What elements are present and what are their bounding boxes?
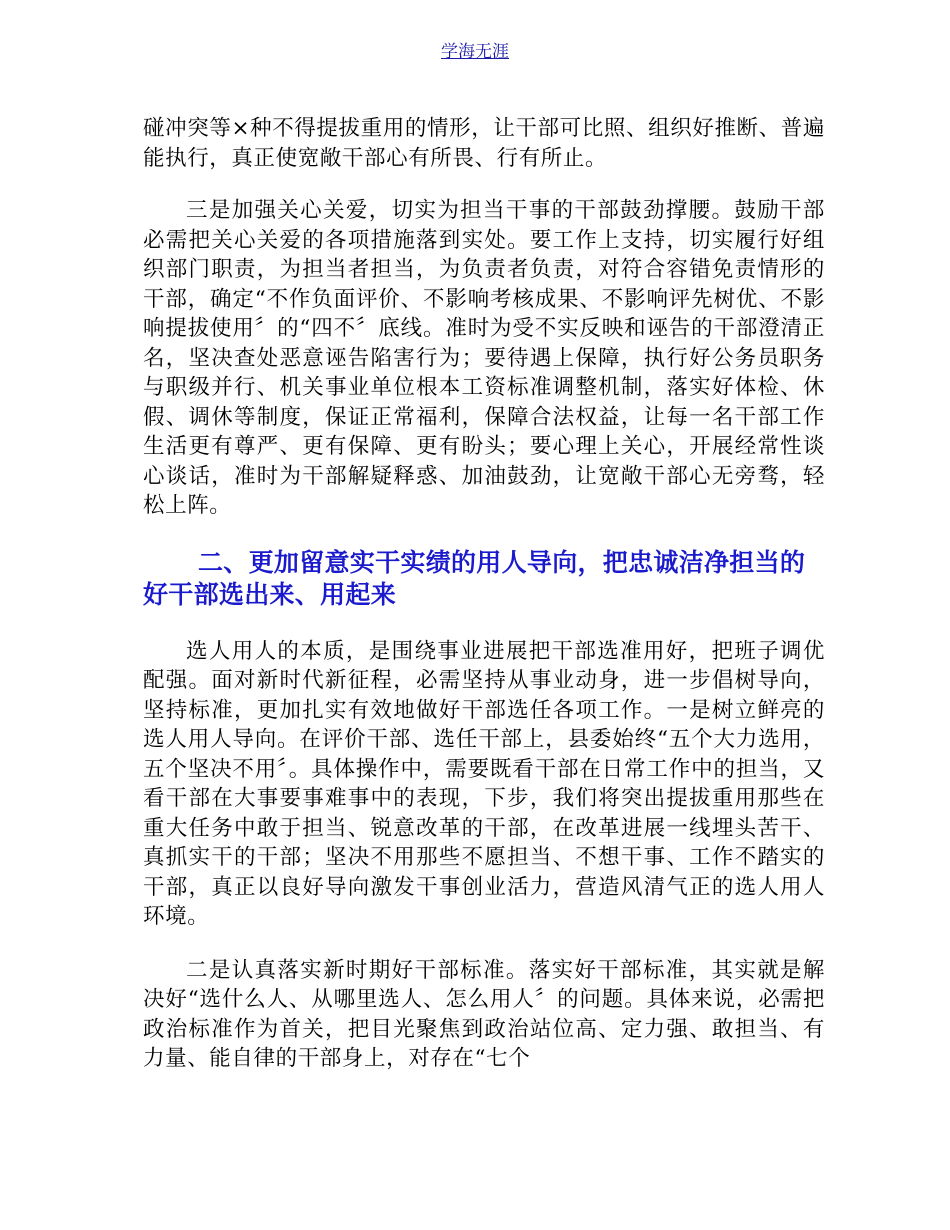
paragraph-continued: 碰冲突等×种不得提拔重用的情形，让干部可比照、组织好推断、普遍能执行，真正使宽敞干部心有所畏、行有所止。 <box>143 116 825 171</box>
paragraph-care-support: 三是加强关心关爱，切实为担当干事的干部鼓劲撑腰。鼓励干部必需把关心关爱的各项措施落到实处。要工作上支持，切实履行好组织部门职责，为担当者担当，为负责者负责，对符合容错免责情形的干部，确定“不作负面评价、不影响考核成果、不影响评先树优、不影响提拔使用〞的“四不〞底线。准时为受不实反映和诬告的干部澄清正名，坚决查处恶意诬告陷害行为；要待遇上保障，执行好公务员职务与职级并行、机关事业单位根本工资标准调整机制，落实好体检、休假、调休等制度，保证正常福利，保障合法权益，让每一名干部工作生活更有尊严、更有保障、更有盼头；要心理上关心，开展经常性谈心谈话，准时为干部解疑释惑、加油鼓劲，让宽敞干部心无旁骛，轻松上阵。 <box>143 198 825 518</box>
document-body <box>143 114 825 1074</box>
page-header <box>0 40 950 64</box>
section-heading: 二、更加留意实干实绩的用人导向，把忠诚洁净担当的好干部选出来、用起来 <box>143 547 806 609</box>
paragraph-selection-essence: 选人用人的本质，是围绕事业进展把干部选准用好，把班子调优配强。面对新时代新征程，必需坚持从事业动身，进一步倡树导向，坚持标准，更加扎实有效地做好干部选任各项工作。一是树立鲜亮的选人用人导向。在评价干部、选任干部上，县委始终“五个大力选用，五个坚决不用〞。具体操作中，需要既看干部在日常工作中的担当，又看干部在大事要事难事中的表现，下步，我们将突出提拔重用那些在重大任务中敢于担当、锐意改革的干部，在改革进展一线埋头苦干、真抓实干的干部；坚决不用那些不愿担当、不想干事、工作不踏实的干部，真正以良好导向激发干事创业活力，营造风清气正的选人用人环境。 <box>143 638 825 929</box>
site-name-link[interactable]: 学海无涯 <box>441 42 509 62</box>
paragraph-cadre-standard: 二是认真落实新时期好干部标准。落实好干部标准，其实就是解决好“选什么人、从哪里选人、怎么用人〞的问题。具体来说，必需把政治标准作为首关，把目光聚焦到政治站位高、定力强、敢担当、有力量、能自律的干部身上，对存在“七个 <box>143 957 825 1071</box>
